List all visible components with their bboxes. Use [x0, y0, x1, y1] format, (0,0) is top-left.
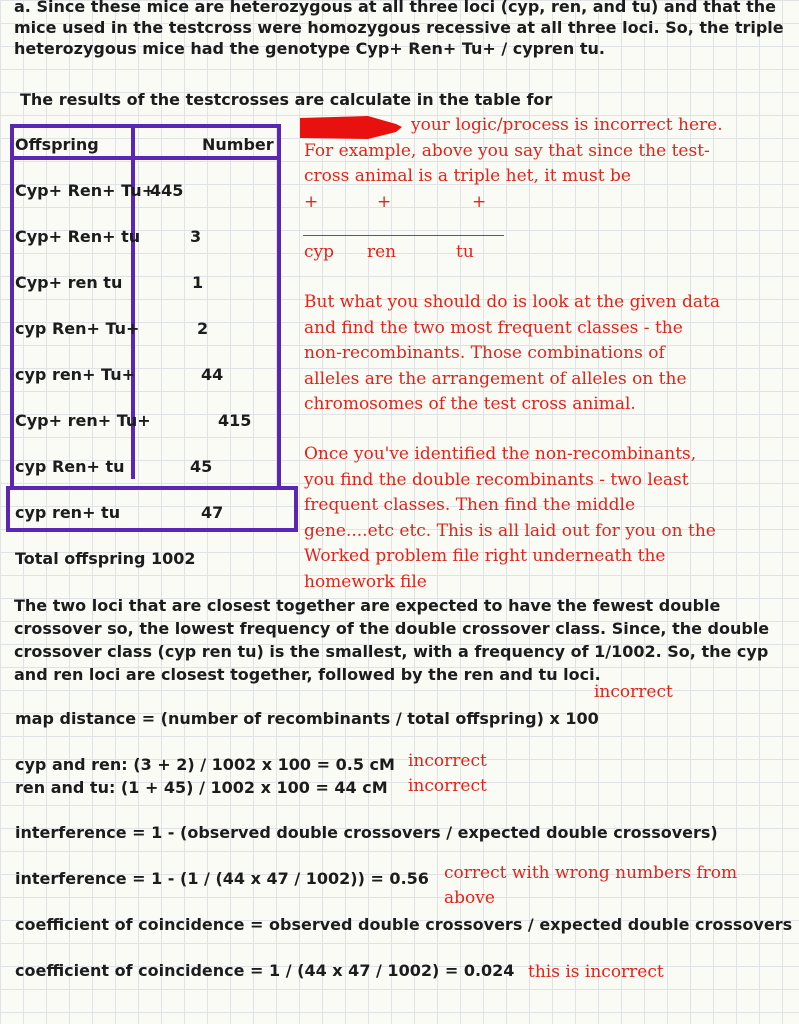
genotype-plus: +: [304, 192, 319, 212]
coc-definition: coefficient of coincidence = observed double crossovers / expected double crossovers: [15, 915, 793, 934]
comment-line: gene....etc etc. This is all laid out for you on the: [304, 520, 716, 541]
table-row-offspring: Cyp+ Ren+ tu: [15, 227, 141, 246]
table-header-offspring: Offspring: [15, 135, 99, 154]
coc-calculation: coefficient of coincidence = 1 / (44 x 47 / 1002) = 0.024: [15, 961, 515, 980]
table-total: Total offspring 1002: [15, 549, 196, 568]
genotype-divider: [303, 235, 504, 236]
interference-calculation: interference = 1 - (1 / (44 x 47 / 1002)) = 0.56: [15, 869, 429, 888]
intro-text: [14, 0, 784, 59]
table-header-number: Number: [202, 135, 274, 154]
table-row-offspring: Cyp+ ren tu: [15, 273, 123, 292]
comment-line: you find the double recombinants - two least: [304, 469, 689, 490]
table-row-number: 47: [201, 503, 224, 522]
comment-line: chromosomes of the test cross animal.: [304, 394, 636, 414]
grade-line: above: [444, 888, 495, 908]
paragraph-grade: incorrect: [594, 682, 673, 702]
table-row-number: 2: [197, 319, 209, 338]
table-row-offspring: cyp Ren+ Tu+: [15, 319, 140, 338]
comment-line: non-recombinants. Those combinations of: [304, 343, 665, 363]
comment-nonrecombinants: [304, 290, 720, 418]
coc-grade: this is incorrect: [528, 962, 664, 982]
paragraph-line: The two loci that are closest together are expected to have the fewest double: [14, 596, 721, 615]
interference-definition: interference = 1 - (observed double crossovers / expected double crossovers): [15, 823, 718, 842]
ren-tu-distance: ren and tu: (1 + 45) / 1002 x 100 = 44 cM: [15, 778, 388, 797]
comment-line: Once you've identified the non-recombinants,: [304, 444, 697, 464]
table-row-number: 3: [190, 227, 202, 246]
comment-main: [304, 113, 723, 190]
table-row-offspring: cyp ren+ tu: [15, 503, 121, 522]
comment-line: alleles are the arrangement of alleles on the: [304, 368, 687, 389]
table-row-offspring: Cyp+ ren+ Tu+: [15, 411, 151, 430]
closest-loci-paragraph: [14, 594, 769, 686]
comment-line: Worked problem file right underneath the: [304, 546, 666, 566]
ren-tu-grade: incorrect: [408, 776, 487, 796]
table-row-number: 45: [190, 457, 213, 476]
comment-line: frequent classes. Then find the middle: [304, 495, 636, 515]
table-row-number: 1: [192, 273, 204, 292]
table-row-offspring: cyp Ren+ tu: [15, 457, 125, 476]
table-row-offspring: Cyp+ Ren+ Tu+: [15, 181, 156, 200]
comment-line: For example, above you say that since the test-: [304, 140, 710, 161]
paragraph-line: crossover so, the lowest frequency of the double crossover class. Since, the double: [14, 619, 770, 638]
comment-line: your logic/process is incorrect here.: [411, 115, 723, 135]
genotype-allele: cyp: [304, 242, 335, 262]
intro-line: a. Since these mice are heterozygous at all three loci (cyp, ren, and tu) and that the: [14, 0, 777, 16]
results-intro: The results of the testcrosses are calculate in the table for: [20, 90, 553, 109]
comment-line: and find the two most frequent classes - the: [304, 317, 683, 338]
genotype-allele: ren: [367, 242, 397, 262]
table-header-rule: [10, 156, 281, 160]
genotype-plus: +: [377, 192, 392, 212]
map-distance-formula: map distance = (number of recombinants / total offspring) x 100: [15, 709, 599, 728]
table-outline: [10, 124, 281, 490]
cyp-ren-grade: incorrect: [408, 751, 487, 771]
genotype-plus: +: [472, 192, 487, 212]
comment-line: homework file: [304, 571, 427, 592]
comment-line: But what you should do is look at the given data: [304, 292, 720, 312]
paragraph-line: crossover class (cyp ren tu) is the smallest, with a frequency of 1/1002. So, the cyp: [14, 642, 769, 661]
interference-grade: [444, 861, 737, 911]
intro-line: heterozygous mice had the genotype Cyp+ Ren+ Tu+ / cypren tu.: [14, 39, 605, 58]
genotype-allele: tu: [456, 242, 474, 262]
grade-line: correct with wrong numbers from: [444, 863, 738, 883]
table-row-number: 415: [218, 411, 252, 430]
intro-line: mice used in the testcross were homozygous recessive at all three loci. So, the triple: [14, 18, 784, 37]
comment-double-recombinants: [304, 442, 716, 595]
table-row-offspring: cyp ren+ Tu+: [15, 365, 135, 384]
comment-line: cross animal is a triple het, it must be: [304, 166, 631, 186]
table-row-number: 445: [150, 181, 184, 200]
table-row-number: 44: [201, 365, 224, 384]
cyp-ren-distance: cyp and ren: (3 + 2) / 1002 x 100 = 0.5 cM: [15, 755, 395, 774]
paragraph-line: and ren loci are closest together, followed by the ren and tu loci.: [14, 665, 601, 684]
